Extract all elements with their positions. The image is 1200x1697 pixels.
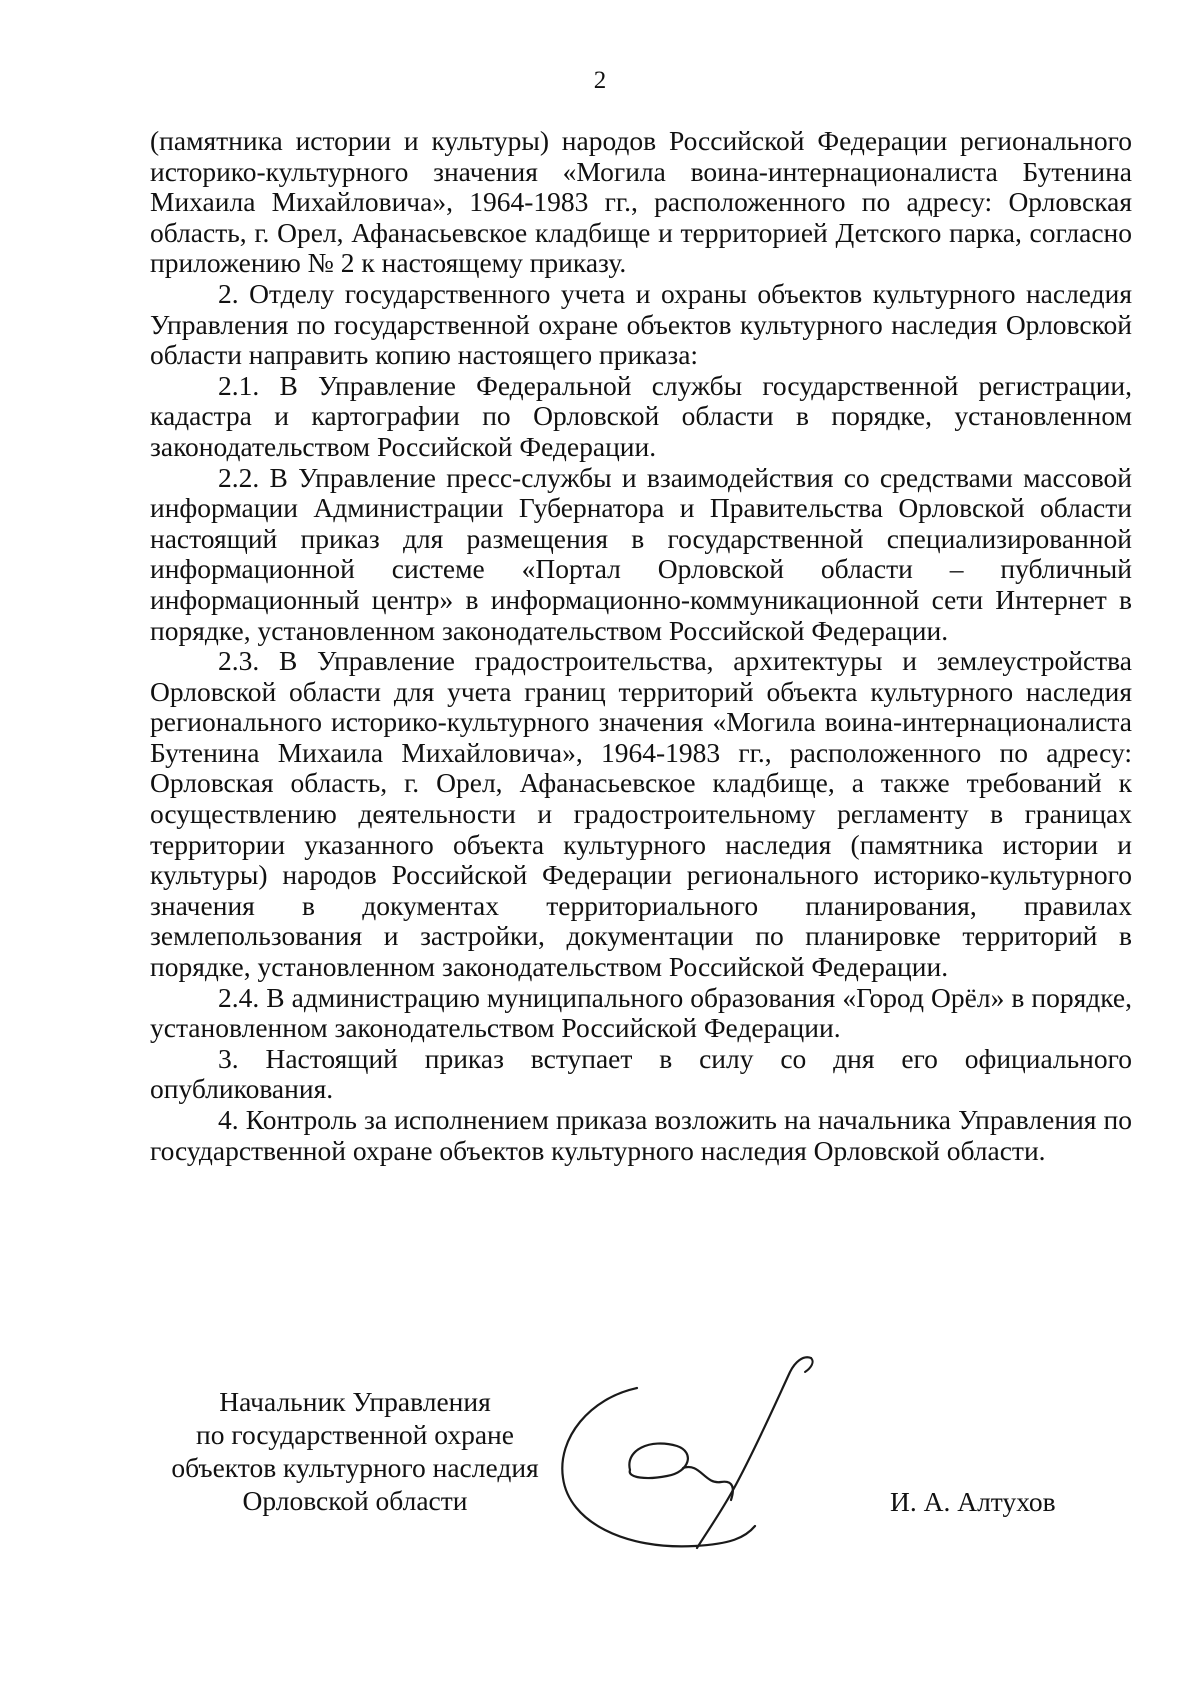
- document-body: [150, 126, 1132, 1166]
- signatory-position-line: объектов культурного наследия: [171, 1452, 539, 1483]
- signatory-position: [150, 1385, 560, 1517]
- handwritten-signature-icon: [555, 1350, 845, 1555]
- paragraph-item-2-2: 2.2. В Управление пресс-службы и взаимодействия со средствами массовой информации Администрации Губернатора и Правительства Орловской области настоящий приказ для размещения в государственной специализированной информационной системе «Портал Орловской области – публичный информационный центр» в информационно-коммуникационной сети Интернет в порядке, установленном законодательством Российской Федерации.: [150, 461, 1132, 646]
- paragraph-item-2-3: 2.3. В Управление градостроительства, архитектуры и землеустройства Орловской области для учета границ территорий объекта культурного наследия регионального историко-культурного значения «Могила воина-интернационалиста Бутенина Михаила Михайловича», 1964-1983 гг., расположенного по адресу: Орловская область, г. Орел, Афанасьевское кладбище, а также требований к осуществлению деятельности и градостроительному регламенту в границах территории указанного объекта культурного наследия (памятника истории и культуры) народов Российской Федерации регионального историко-культурного значения в документах территориального планирования, правилах землепользования и застройки, документации по планировке территорий в порядке, установленном законодательством Российской Федерации.: [150, 645, 1132, 983]
- paragraph-item-3: 3. Настоящий приказ вступает в силу со дня его официального опубликования.: [150, 1042, 1132, 1105]
- paragraph-item-2: 2. Отделу государственного учета и охраны объектов культурного наследия Управления по государственной охране объектов культурного наследия Орловской области направить копию настоящего приказа:: [150, 277, 1132, 371]
- page-number: 2: [593, 67, 607, 94]
- paragraph-item-4: 4. Контроль за исполнением приказа возложить на начальника Управления по государственной охране объектов культурного наследия Орловской области.: [150, 1104, 1132, 1166]
- signatory-position-line: по государственной охране: [196, 1419, 514, 1450]
- paragraph-item-2-4: 2.4. В администрацию муниципального образования «Город Орёл» в порядке, установленном законодательством Российской Федерации.: [150, 981, 1132, 1044]
- signatory-position-line: Орловской области: [242, 1485, 468, 1516]
- signatory-name: И. А. Алтухов: [890, 1486, 1056, 1517]
- signature-block: [0, 1385, 1200, 1555]
- paragraph-item-2-1: 2.1. В Управление Федеральной службы государственной регистрации, кадастра и картографии по Орловской области в порядке, установленном законодательством Российской Федерации.: [150, 369, 1132, 462]
- paragraph-continuation: (памятника истории и культуры) народов Российской Федерации регионального историко-культурного значения «Могила воина-интернационалиста Бутенина Михаила Михайловича», 1964-1983 гг., расположенного по адресу: Орловская область, г. Орел, Афанасьевское кладбище и территорией Детского парка, согласно приложению № 2 к настоящему приказу.: [150, 125, 1132, 279]
- signatory-position-line: Начальник Управления: [219, 1386, 491, 1417]
